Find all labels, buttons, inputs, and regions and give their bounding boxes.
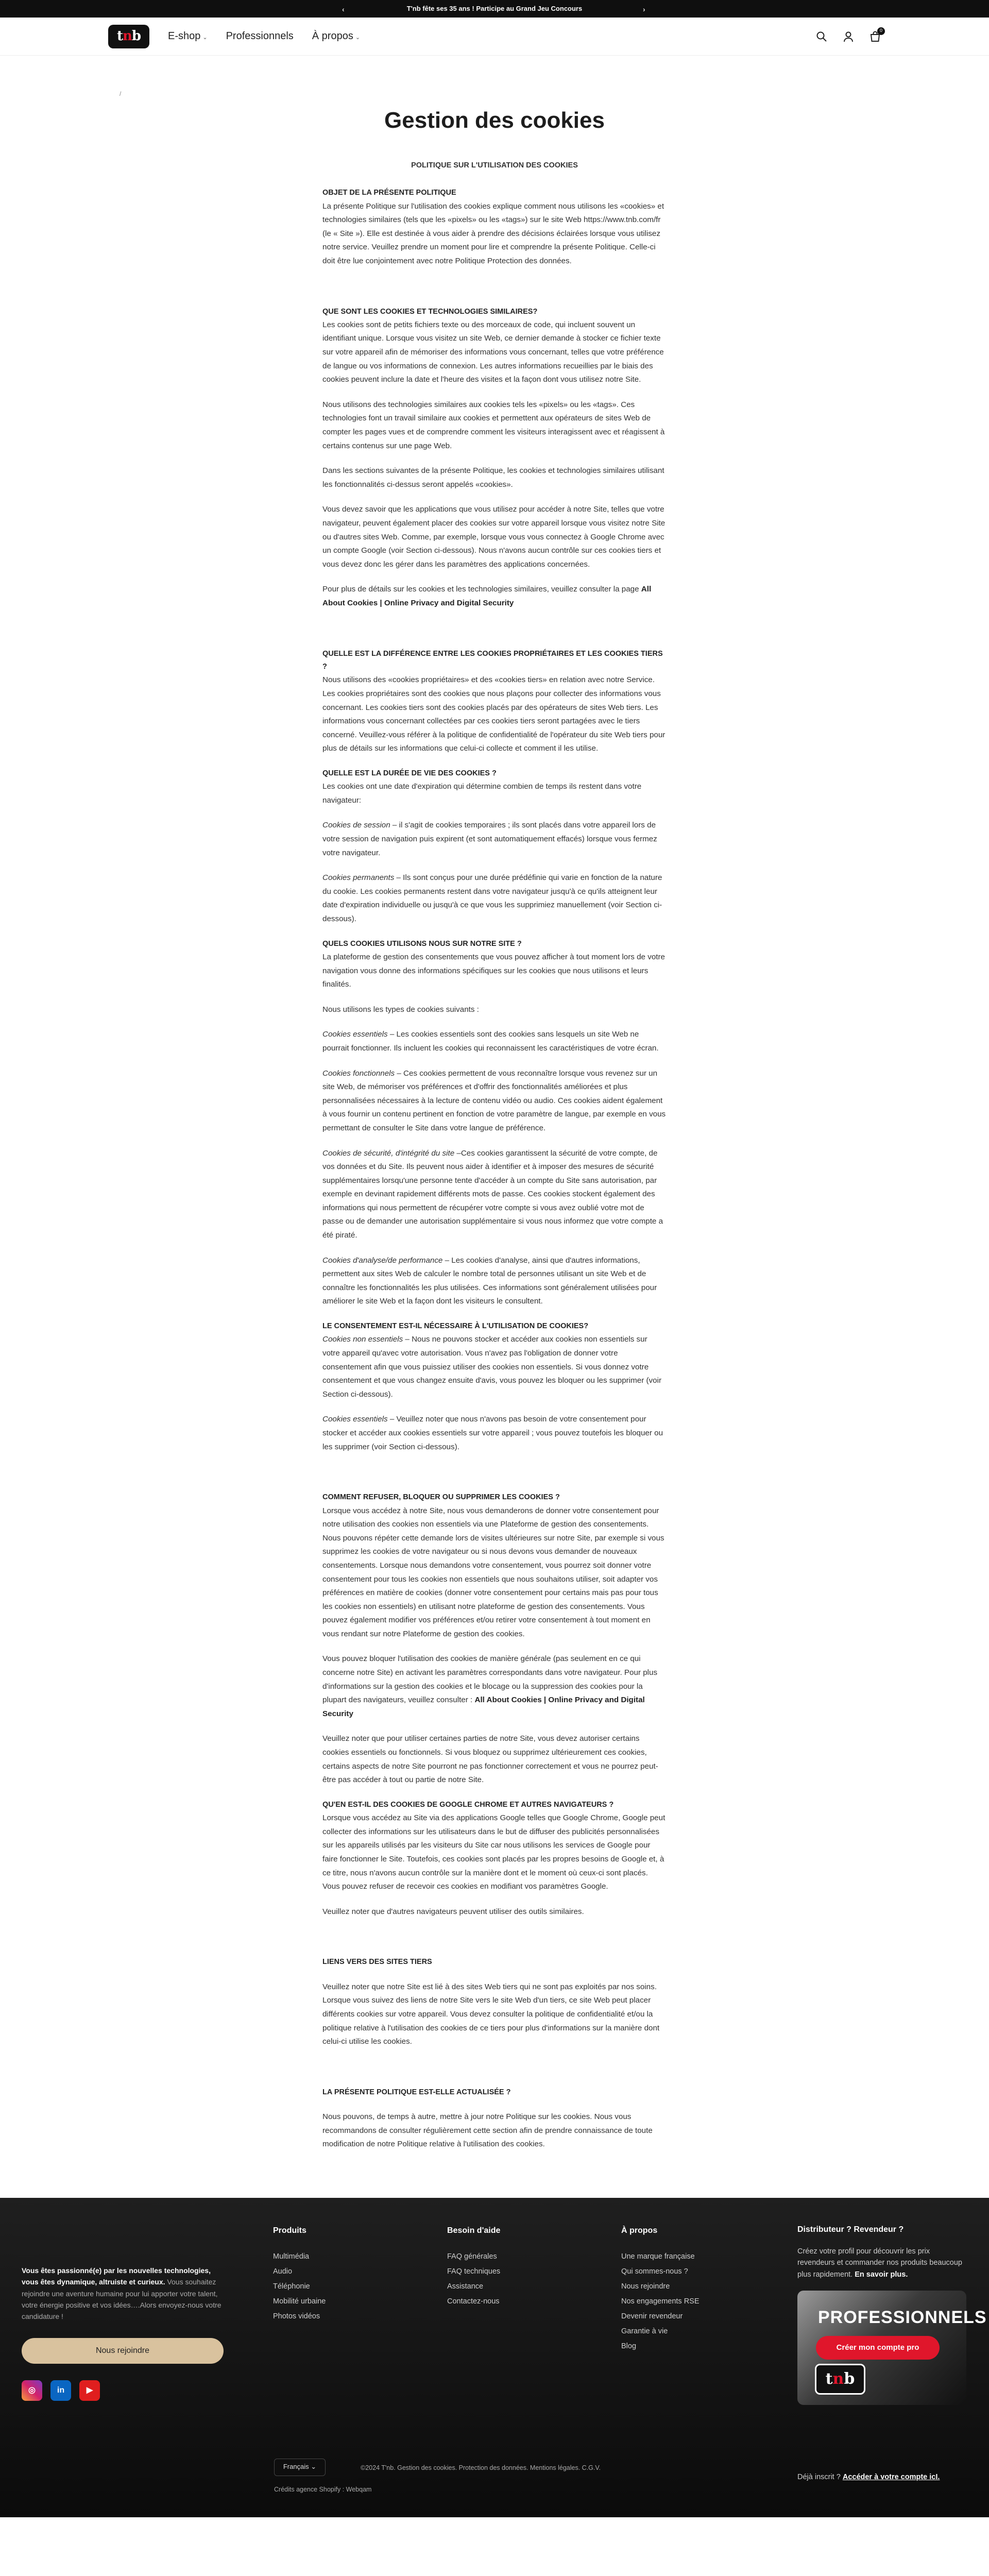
nav-apropos[interactable]: À propos ⌄: [312, 30, 361, 42]
newsletter-block: Vous êtes passionné(e) par les nouvelles technologies, vous êtes dynamique, altruiste et curieux. Vous souhaitez rejoindre une aventure humaine pour lui apporter votre talent, votre énergie positive et vos idées….Alors envoyez-nous votre candidature ! Nous rejoindre: [22, 2265, 226, 2364]
paragraph: Veuillez noter que notre Site est lié à des sites Web tiers qui ne sont pas exploités par nos soins. Lorsque vous suivez des liens de notre Site vers le site Web d'un tiers, ce site Web peut placer différents cookies sur votre appareil. Vous devez consulter la politique de confidentialité et/ou la politique relative à l'utilisation des cookies de ce tiers pour plus d'informations sur la manière dont celui-ci utilise les cookies.: [322, 1982, 660, 2046]
site-footer: [0, 2198, 989, 2517]
footer-link[interactable]: Nos engagements RSE: [621, 2297, 700, 2306]
footer-link[interactable]: Téléphonie: [273, 2282, 310, 2291]
paragraph: Cookies de session – il s'agit de cookies temporaires ; ils sont placés dans votre appareil lors de votre session de navigation puis expirent (et sont automatiquement effacés) lorsque vous fermez votre navigateur.: [322, 821, 657, 857]
section-heading: COMMENT REFUSER, BLOQUER OU SUPPRIMER LES COOKIES ?: [322, 1493, 560, 1502]
paragraph: Lorsque vous accédez à notre Site, nous vous demanderons de donner votre consentement pour notre utilisation des cookies non essentiels via une Plateforme de gestion des consentements. Nous pouvons répéter cette demande lors de visites ultérieures sur notre Site, par exemple si vous supprimez les cookies de votre navigateur ou si nous devons vous demander de nouveaux consentements. Lorsque nous demandons votre consentement, vous pourrez soit donner votre consentement pour tous les cookies non essentiels que nous souhaitons utiliser, soit adapter vos préférences en matière de cookies (donner votre consentement pour certains mais pas pour tous les cookies non essentiels) en utilisant notre plateforme de gestion des consentements. Vous pouvez également modifier vos préférences et/ou retirer votre consentement à tout moment en vous rendant sur notre Plateforme de gestion des cookies.: [322, 1506, 664, 1638]
footer-link[interactable]: Mobilité urbaine: [273, 2297, 326, 2306]
footer-link[interactable]: Audio: [273, 2267, 293, 2276]
pro-title: PROFESSIONNELS: [818, 2308, 987, 2328]
cart-count-badge: 0: [877, 27, 885, 35]
paragraph: La présente Politique sur l'utilisation des cookies explique comment nous utilisons les «cookies» et technologies similaires (tels que les «pixels» ou les «tags») sur le site Web https://www.tnb.com/fr (le « Site »). Elle est destinée à vous aider à prendre des décisions éclairées lorsque vous utilisez notre service. Veuillez prendre un moment pour lire et comprendre la présente Politique. Celle-ci doit être lue conjointement avec notre Politique Protection des données.: [322, 201, 664, 265]
footer-link[interactable]: Devenir revendeur: [621, 2312, 683, 2320]
linkedin-icon[interactable]: in: [50, 2380, 71, 2401]
announcement-bar: [0, 0, 989, 18]
account-login-link[interactable]: Accéder à votre compte icI.: [842, 2472, 940, 2481]
main-nav: [168, 27, 816, 45]
paragraph: Vous devez savoir que les applications que vous utilisez pour accéder à notre Site, telles que votre navigateur, peuvent également placer des cookies sur votre appareil lorsque vous visitez notre Site ou d'autres sites Web. Comme, par exemple, lorsque vous vous connectez à Google Chrome avec un compte Google (voir Section ci-dessous). Nous n'avons aucun contrôle sur ces cookies tiers et vous devez donc les gérer dans les paramètres des applications concernées.: [322, 505, 666, 569]
pro-card: [797, 2291, 987, 2405]
paragraph: Pour plus de détails sur les cookies et les technologies similaires, veuillez consulter la page All About Cookies | Online Privacy and Digital Security: [322, 585, 652, 607]
all-about-cookies-link[interactable]: All About Cookies | Online Privacy and Digital Security: [322, 1696, 645, 1718]
account-icon[interactable]: [843, 31, 854, 42]
social-links: [22, 2380, 100, 2401]
all-about-cookies-link[interactable]: All About Cookies | Online Privacy and Digital Security: [322, 585, 652, 607]
section-heading: QUELLE EST LA DURÉE DE VIE DES COOKIES ?: [322, 769, 497, 777]
footer-link[interactable]: Nous rejoindre: [621, 2282, 670, 2291]
paragraph: Veuillez noter que d'autres navigateurs peuvent utiliser des outils similaires.: [322, 1907, 584, 1916]
section-heading: QU'EN EST-IL DES COOKIES DE GOOGLE CHROME ET AUTRES NAVIGATEURS ?: [322, 1800, 614, 1809]
footer-link[interactable]: FAQ générales: [447, 2252, 497, 2261]
agency-credit[interactable]: Crédits agence Shopify : Webqam: [274, 2485, 372, 2493]
paragraph: Nous pouvons, de temps à autre, mettre à jour notre Politique sur les cookies. Nous vous recommandons de consulter régulièrement cette section afin de prendre connaissance de toute modification de notre Politique relative à l'utilisation des cookies.: [322, 2112, 653, 2149]
create-pro-account-button[interactable]: Créer mon compte pro: [816, 2336, 940, 2360]
footer-link[interactable]: Contactez-nous: [447, 2297, 500, 2306]
paragraph: Nous utilisons des «cookies propriétaires» et des «cookies tiers» en relation avec notre Service. Les cookies propriétaires sont des cookies que nous plaçons pour collecter des informations vous concernant. Les cookies tiers sont des cookies placés par des opérateurs de sites Web tiers. Les informations vous concernant collectées par ces cookies tiers seront partagées avec le tiers concerné. Veuillez-vous référer à la politique de confidentialité de l'opérateur du site Web tiers pour plus de détails sur les informations que celui-ci collecte et comment il les utilise.: [322, 675, 666, 753]
cookie-policy-content: [322, 159, 667, 2151]
nav-professionnels[interactable]: Professionnels: [226, 30, 294, 42]
paragraph: Les cookies sont de petits fichiers texte ou des morceaux de code, qui incluent souvent un identifiant unique. Lorsque vous visitez un site Web, ce dernier demande à stocker ce fichier texte sur votre appareil afin de mémoriser des informations vous concernant, telles que votre préférence de langue ou vos informations de connexion. Les autres informations recueillies par le biais des cookies peuvent inclure la date et l'heure des visites et la façon dont vous utilisez notre Site.: [322, 320, 664, 384]
section-heading: LE CONSENTEMENT EST-IL NÉCESSAIRE À L'UTILISATION DE COOKIES?: [322, 1322, 589, 1331]
breadcrumb[interactable]: /: [120, 90, 122, 97]
login-prompt: Déjà inscrit ? Accéder à votre compte icI.: [797, 2472, 940, 2481]
join-button[interactable]: Nous rejoindre: [22, 2338, 224, 2364]
announcement-text[interactable]: T'nb fête ses 35 ans ! Participe au Grand Jeu Concours: [406, 4, 583, 12]
copyright[interactable]: ©2024 T'nb. Gestion des cookies. Protection des données. Mentions légales. C.G.V.: [361, 2464, 601, 2471]
paragraph: Nous utilisons des technologies similaires aux cookies tels les «pixels» ou les «tags». Ces technologies font un travail similaire aux cookies et permettent aux opérateurs de sites Web de compter les pages vues et de comprendre comment les visiteurs interagissent avec et réagissent à certains contenus sur une page Web.: [322, 400, 665, 450]
paragraph: Les cookies ont une date d'expiration qui détermine combien de temps ils restent dans votre navigateur:: [322, 782, 642, 805]
paragraph: Dans les sections suivantes de la présente Politique, les cookies et technologies similaires utilisant les fonctionnalités ci-dessus seront appelés «cookies».: [322, 466, 664, 489]
chevron-down-icon: ⌄: [202, 35, 208, 41]
announcement-next-arrow[interactable]: ›: [643, 5, 645, 13]
site-logo[interactable]: t n b: [108, 25, 149, 48]
instagram-icon[interactable]: ◎: [22, 2380, 42, 2401]
paragraph: Lorsque vous accédez au Site via des applications Google telles que Google Chrome, Google peut collecter des informations sur les utilisateurs dans le but de diffuser des publicités personnalisées sur les appareils utilisés par les visiteurs du Site car nous utilisons les services de Google pour faire fonctionner le Site. Toutefois, ces cookies sont placés par les propres besoins de Google et, à ce titre, nous n'avons aucun contrôle sur la manière dont et le moment où ceux-ci sont placés. Vous pouvez refuser de recevoir ces cookies en modifiant vos paramètres Google.: [322, 1814, 666, 1891]
paragraph: Cookies essentiels – Veuillez noter que nous n'avons pas besoin de votre consentement pour stocker et accéder aux cookies essentiels sur votre appareil ; vous pouvez toutefois les bloquer ou les supprimer (voir Section ci-dessous).: [322, 1415, 663, 1451]
learn-more-link[interactable]: En savoir plus.: [855, 2270, 908, 2279]
language-select[interactable]: Français ⌄: [274, 2459, 326, 2476]
search-icon[interactable]: [816, 31, 827, 42]
paragraph: La plateforme de gestion des consentements que vous pouvez afficher à tout moment lors de votre navigation vous donne des informations spécifiques sur les cookies que nous utilisons et leurs finalités.: [322, 952, 665, 989]
page-title: Gestion des cookies: [384, 108, 605, 133]
section-heading: QUE SONT LES COOKIES ET TECHNOLOGIES SIMILAIRES?: [322, 307, 538, 316]
paragraph: Cookies non essentiels – Nous ne pouvons stocker et accéder aux cookies non essentiels sur votre appareil qu'avec votre autorisation. Vous n'avez pas l'obligation de donner votre consentement afin que vous puissiez utiliser des cookies non essentiels. Si vous donnez votre consentement et que vous changez ensuite d'avis, vous pouvez les bloquer ou les supprimer (voir Section ci-dessous).: [322, 1335, 662, 1399]
footer-link[interactable]: FAQ techniques: [447, 2267, 501, 2276]
footer-link[interactable]: Photos vidéos: [273, 2312, 320, 2320]
header-icons: [816, 28, 882, 42]
paragraph: Veuillez noter que pour utiliser certaines parties de notre Site, vous devez autoriser certains cookies essentiels ou fonctionnels. Si vous bloquez ou supprimez ultérieurement ces cookies, certains aspects de notre Site pourront ne pas fonctionner correctement et vous ne pourrez peut-être pas accéder à tout ou partie de notre Site.: [322, 1734, 658, 1785]
footer-link[interactable]: Qui sommes-nous ?: [621, 2267, 688, 2276]
section-heading: QUELS COOKIES UTILISONS NOUS SUR NOTRE SITE ?: [322, 939, 522, 948]
section-heading: QUELLE EST LA DIFFÉRENCE ENTRE LES COOKIES PROPRIÉTAIRES ET LES COOKIES TIERS ?: [322, 649, 663, 671]
paragraph: Vous pouvez bloquer l'utilisation des cookies de manière générale (pas seulement en ce qui concerne notre Site) en activant les paramètres correspondants dans votre navigateur. Pour plus d'informations sur la gestion des cookies et le blocage ou la suppression des cookies pour la plupart des navigateurs, veuillez consulter : All About Cookies | Online Privacy and Digital Security: [322, 1654, 658, 1718]
policy-title: POLITIQUE SUR L'UTILISATION DES COOKIES: [411, 161, 578, 170]
paragraph: Cookies fonctionnels – Ces cookies permettent de vous reconnaître lorsque vous revenez sur un site Web, de mémoriser vos préférences et d'offrir des fonctionnalités améliorées et plus personnalisées nécessaires à la lecture de contenu vidéo ou audio. Ces cookies aident également à vous fournir un contenu pertinent en fonction de votre paramètre de langue, par exemple en vous permettant de consulter le Site dans votre langue de préférence.: [322, 1069, 666, 1132]
paragraph: Cookies essentiels – Les cookies essentiels sont des cookies sans lesquels un site Web ne pourrait fonctionner. Ils incluent les cookies qui reconnaissent les caractéristiques de votre écran.: [322, 1030, 659, 1053]
distributor-block: Distributeur ? Revendeur ? Créez votre profil pour découvrir les prix revendeurs et commander nos produits beaucoup plus rapidement. En savoir plus. PROFESSIONNELS Créer mon compte pro t n b: [797, 2224, 967, 2405]
section-heading: OBJET DE LA PRÉSENTE POLITIQUE: [322, 189, 456, 197]
nav-eshop[interactable]: E-shop ⌄: [168, 30, 208, 42]
paragraph: Cookies d'analyse/de performance – Les cookies d'analyse, ainsi que d'autres informations, permettent aux sites Web de calculer le nombre total de personnes utilisant un site Web et de connaître les fonctionnalités les plus utilisées. Ces informations sont généralement utilisées pour améliorer le site Web et la façon dont les visiteurs le consultent.: [322, 1256, 657, 1306]
site-header: [0, 18, 989, 56]
chevron-down-icon: ⌄: [355, 35, 361, 41]
footer-link[interactable]: Assistance: [447, 2282, 484, 2291]
pro-logo: t n b: [815, 2364, 865, 2395]
section-heading: LA PRÉSENTE POLITIQUE EST-ELLE ACTUALISÉE ?: [322, 2088, 511, 2096]
footer-col-help: Besoin d'aide FAQ générales FAQ techniques Assistance Contactez-nous: [447, 2224, 500, 2309]
footer-link[interactable]: Garantie à vie: [621, 2327, 668, 2335]
cart-icon[interactable]: [869, 28, 882, 42]
paragraph: Cookies de sécurité, d'intégrité du site –Ces cookies garantissent la sécurité de votre compte, de vos données et du Site. Ils peuvent nous aider à identifier et à imposer des mesures de sécurité supplémentaires lorsqu'une personne tente d'accéder à un compte du Site sans autorisation, par exemple en devinant rapidement différents mots de passe. Ces cookies stockent également des informations qui nous permettent de récupérer votre compte si vous avez oublié votre mot de passe ou de demander une autorisation supplémentaire si vous nous informez que votre compte a été piraté.: [322, 1148, 663, 1240]
footer-link[interactable]: Multimédia: [273, 2252, 310, 2261]
announcement-prev-arrow[interactable]: ‹: [342, 5, 345, 13]
footer-col-products: Produits Multimédia Audio Téléphonie Mobilité urbaine Photos vidéos: [273, 2224, 326, 2324]
paragraph: Cookies permanents – Ils sont conçus pour une durée prédéfinie qui varie en fonction de la nature du cookie. Les cookies permanents restent dans votre navigateur jusqu'à ce qu'ils atteignent leur date d'expiration individuelle ou jusqu'à ce que vous les supprimiez manuellement (voir Section ci-dessous).: [322, 873, 662, 924]
youtube-icon[interactable]: ▶: [79, 2380, 100, 2401]
footer-link[interactable]: Une marque française: [621, 2252, 695, 2261]
footer-link[interactable]: Blog: [621, 2342, 637, 2350]
section-heading: LIENS VERS DES SITES TIERS: [322, 1958, 432, 1967]
footer-col-about: À propos Une marque française Qui sommes-nous ? Nous rejoindre Nos engagements RSE Devenir revendeur Garantie à vie Blog: [621, 2224, 700, 2354]
paragraph: Nous utilisons les types de cookies suivants :: [322, 1005, 479, 1014]
